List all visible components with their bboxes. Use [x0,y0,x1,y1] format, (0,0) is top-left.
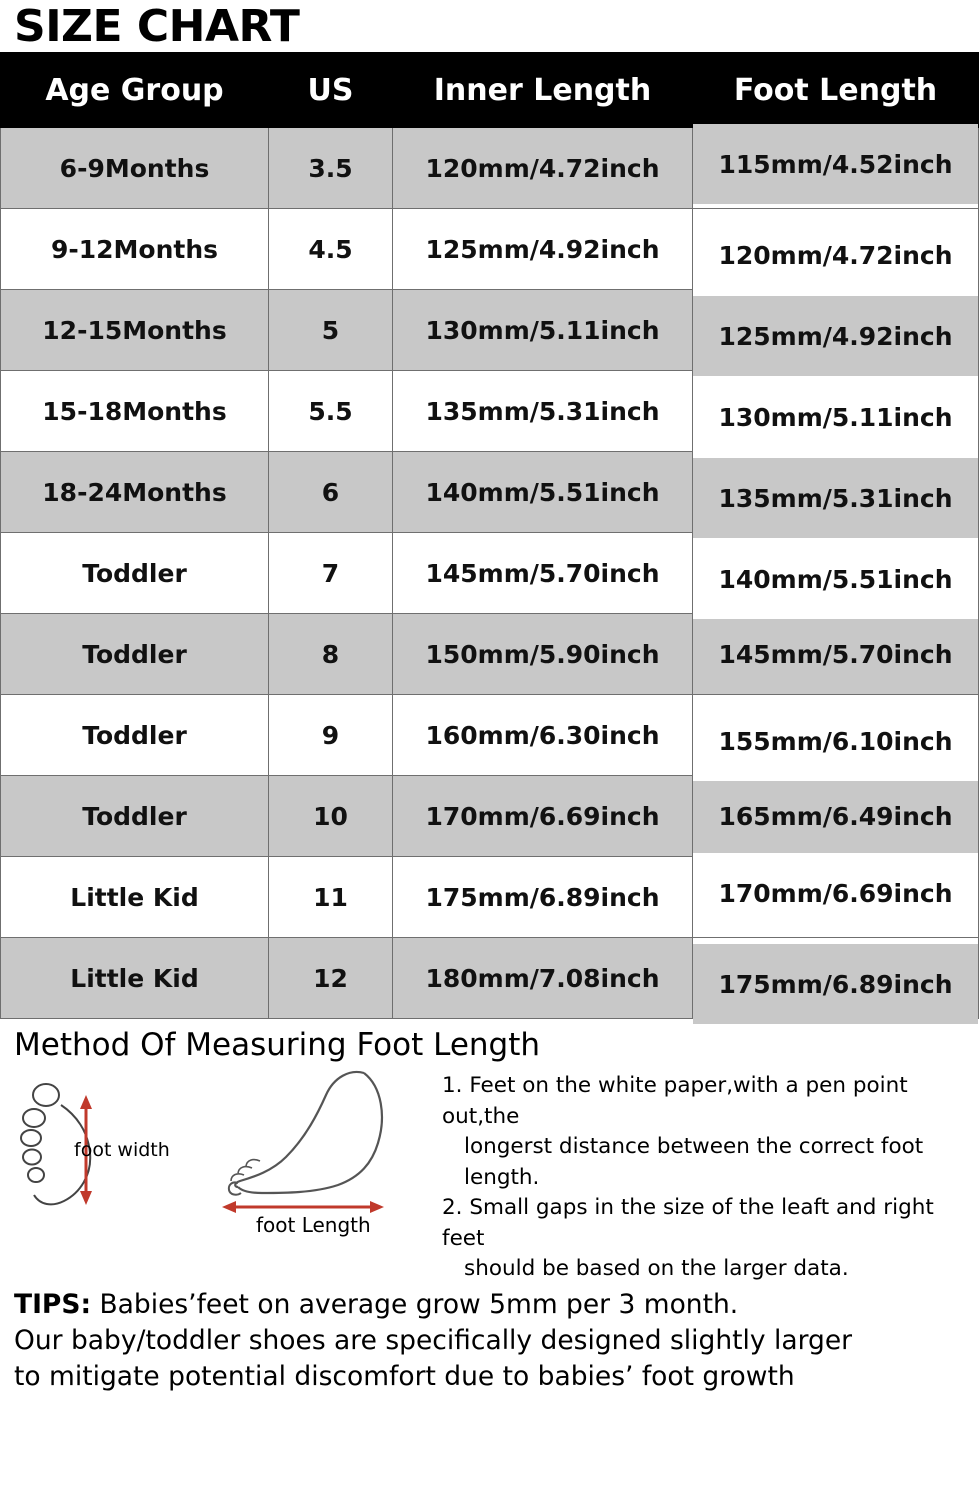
table-row [1,371,979,452]
foot-length-diagram [214,1065,424,1241]
cell-us: 3.5 [269,128,393,209]
tips-line-1 [14,1287,974,1323]
table-row [1,695,979,776]
foot-diagrams [14,1065,434,1241]
cell-inner-length: 125mm/4.92inch [393,209,693,290]
cell-age-group: 12-15Months [1,290,269,371]
cell-us: 4.5 [269,209,393,290]
cell-inner-length: 160mm/6.30inch [393,695,693,776]
cell-us: 11 [269,857,393,938]
page-title: SIZE CHART [14,1,300,52]
cell-foot-length: 140mm/5.51inch [693,539,979,620]
cell-us: 5 [269,290,393,371]
table-row [1,533,979,614]
cell-foot-length: 145mm/5.70inch [693,614,979,695]
table-row [1,776,979,857]
tips-line-3: to mitigate potential discomfort due to babies’ foot growth [14,1360,795,1392]
table-row [1,452,979,533]
cell-age-group: Toddler [1,776,269,857]
column-header-inner-length: Inner Length [393,53,693,128]
size-chart-table [0,52,979,1019]
measuring-steps [434,1065,970,1285]
column-header-us: US [269,53,393,128]
cell-foot-length: 135mm/5.31inch [693,458,979,539]
table-row [1,614,979,695]
cell-inner-length: 140mm/5.51inch [393,452,693,533]
cell-foot-length: 130mm/5.11inch [693,377,979,458]
cell-us: 8 [269,614,393,695]
foot-width-diagram [14,1071,214,1241]
cell-age-group: Little Kid [1,938,269,1019]
cell-inner-length: 175mm/6.89inch [393,857,693,938]
cell-age-group: Toddler [1,614,269,695]
tips-line-2: Our baby/toddler shoes are specifically designed slightly larger [14,1324,853,1356]
cell-inner-length: 170mm/6.69inch [393,776,693,857]
cell-foot-length: 125mm/4.92inch [693,296,979,377]
table-row [1,938,979,1019]
cell-age-group: Toddler [1,533,269,614]
method-section [0,1065,980,1285]
cell-foot-length: 120mm/4.72inch [693,215,979,296]
foot-width-label: foot width [74,1139,170,1162]
cell-foot-length: 165mm/6.49inch [693,776,979,857]
cell-inner-length: 150mm/5.90inch [393,614,693,695]
cell-inner-length: 120mm/4.72inch [393,128,693,209]
cell-us: 10 [269,776,393,857]
cell-foot-length: 170mm/6.69inch [693,853,979,934]
cell-age-group: Toddler [1,695,269,776]
tips-section [0,1285,980,1395]
cell-inner-length: 145mm/5.70inch [393,533,693,614]
table-header-row [1,53,979,128]
cell-us: 12 [269,938,393,1019]
table-row [1,857,979,938]
cell-us: 5.5 [269,371,393,452]
table-row [1,209,979,290]
cell-us: 6 [269,452,393,533]
cell-us: 7 [269,533,393,614]
cell-inner-length: 130mm/5.11inch [393,290,693,371]
foot-length-label: foot Length [256,1213,371,1238]
method-heading: Method Of Measuring Foot Length [14,1027,541,1064]
cell-us: 9 [269,695,393,776]
column-header-foot-length: Foot Length [693,53,979,128]
cell-age-group: 6-9Months [1,128,269,209]
step-1-line-1: 1. Feet on the white paper,with a pen point out,the [442,1073,908,1129]
step-1-line-2: longerst distance between the correct foot length. [464,1134,924,1190]
table-row [1,290,979,371]
cell-age-group: 18-24Months [1,452,269,533]
cell-inner-length: 135mm/5.31inch [393,371,693,452]
cell-age-group: Little Kid [1,857,269,938]
measuring-step-2 [442,1193,970,1285]
step-2-line-2: should be based on the larger data. [464,1256,849,1282]
tips-text-1: Babies’feet on average grow 5mm per 3 month. [91,1288,739,1320]
table-row [1,128,979,209]
tips-label: TIPS: [14,1288,92,1320]
cell-foot-length: 155mm/6.10inch [693,701,979,782]
measuring-step-1 [442,1071,970,1193]
cell-foot-length: 175mm/6.89inch [693,944,979,1025]
cell-age-group: 9-12Months [1,209,269,290]
cell-foot-length: 115mm/4.52inch [693,124,979,205]
cell-inner-length: 180mm/7.08inch [393,938,693,1019]
cell-age-group: 15-18Months [1,371,269,452]
step-2-line-1: 2. Small gaps in the size of the leaft and right feet [442,1195,934,1251]
column-header-age-group: Age Group [1,53,269,128]
